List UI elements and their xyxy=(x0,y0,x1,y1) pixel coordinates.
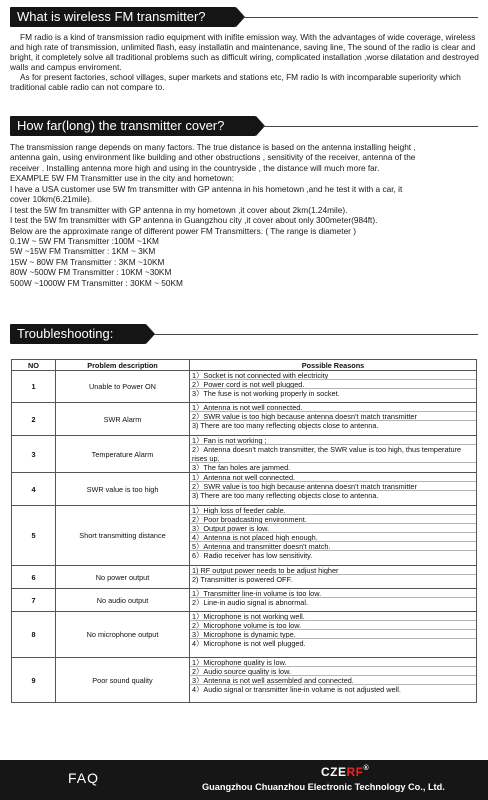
intro-paragraph xyxy=(10,32,480,92)
coverage-line: Below are the approximate range of different power FM Transmitters. ( The range is diameter ) xyxy=(10,225,357,236)
problem-description: SWR value is too high xyxy=(56,473,190,506)
reason-item: 1）Antenna is not well connected. xyxy=(190,403,476,412)
header-problem: Problem description xyxy=(56,360,190,371)
intro-text-2: As for present factories, school villages, super markets and stations etc, FM radio Is with incomparable superiority which traditional cable radio can not compare to. xyxy=(10,72,461,92)
reason-item: 3）Microphone is dynamic type. xyxy=(190,630,476,639)
reason-item: 2）Line-in audio signal is abnormal. xyxy=(192,598,309,607)
reason-item: 5）Antenna and transmitter doesn't match. xyxy=(190,542,476,551)
row-number: 4 xyxy=(12,473,56,506)
table-row xyxy=(12,403,477,436)
row-number: 3 xyxy=(12,436,56,473)
section-divider xyxy=(243,17,478,18)
coverage-line: The transmission range depends on many factors. The true distance is based on the antenna installing height , xyxy=(10,142,416,152)
reason-item: 1) RF output power needs to be adjust higher xyxy=(190,566,476,575)
possible-reasons xyxy=(190,403,477,436)
table-row xyxy=(12,658,477,703)
possible-reasons xyxy=(190,506,477,566)
section-divider xyxy=(263,126,478,127)
reason-item: 2）Microphone volume is too low. xyxy=(190,621,476,630)
coverage-line: cover 10km(6.21mile). xyxy=(10,194,93,205)
reason-item: 1）High loss of feeder cable. xyxy=(190,506,476,515)
possible-reasons xyxy=(190,436,477,473)
coverage-line: 500W ~1000W FM Transmitter : 30KM ~ 50KM xyxy=(10,277,183,288)
reason-item: 4）Audio signal or transmitter line-in volume is not adjusted well. xyxy=(192,685,401,694)
table-row xyxy=(12,589,477,612)
reason-item: 3）Antenna is not well assembled and connected. xyxy=(190,676,476,685)
coverage-line: 0.1W ~ 5W FM Transmitter :100M ~1KM xyxy=(10,235,159,246)
header-no: NO xyxy=(12,360,56,371)
intro-text-1: FM radio is a kind of transmission radio equipment with inifite emission way. With the advantages of wide coverage, wireless and high rate of transmission, unlimited flash, easy installatin and maintenance, saving line, The sound of the radio is clear and bright, it completely solve all traditional problems such as difficult wiring, complicated installation ,worse dilatation and destroyed walls and campus enviroment. xyxy=(10,32,479,72)
reason-item: 2）Antenna doesn't match transmitter, the SWR value is too high, thus temperature rises up. xyxy=(190,445,476,463)
row-number: 9 xyxy=(12,658,56,703)
coverage-line: EXAMPLE 5W FM Transmitter use in the city and hometown: xyxy=(10,173,235,184)
problem-description: Temperature Alarm xyxy=(56,436,190,473)
coverage-line: I test the 5W fm transmitter with GP antenna in my hometown ,it cover about 2km(1.24mile). xyxy=(10,204,348,215)
footer-bar xyxy=(0,760,488,800)
possible-reasons xyxy=(190,371,477,403)
reason-item: 3）Output power is low. xyxy=(190,524,476,533)
section-title-what-is: What is wireless FM transmitter? xyxy=(10,7,236,27)
problem-description: No power output xyxy=(56,566,190,589)
table-row xyxy=(12,566,477,589)
possible-reasons xyxy=(190,612,477,658)
reason-item: 3）The fan holes are jammed. xyxy=(192,463,291,472)
problem-description: No microphone output xyxy=(56,612,190,658)
section-title-coverage: How far(long) the transmitter cover? xyxy=(10,116,256,136)
problem-description: Unable to Power ON xyxy=(56,371,190,403)
reason-item: 4）Microphone is not well plugged. xyxy=(192,639,306,648)
table-header-row xyxy=(12,360,477,371)
reason-item: 1）Transmitter line-in volume is too low. xyxy=(190,589,476,598)
problem-description: Short transmitting distance xyxy=(56,506,190,566)
brand-logo: CZERF® xyxy=(321,765,370,779)
table-row xyxy=(12,473,477,506)
possible-reasons xyxy=(190,473,477,506)
reason-item: 3) There are too many reflecting objects close to antenna. xyxy=(192,491,379,500)
coverage-line: 5W ~15W FM Transmitter : 1KM ~ 3KM xyxy=(10,246,156,257)
problem-description: SWR Alarm xyxy=(56,403,190,436)
coverage-line: I have a USA customer use 5W fm transmitter with GP antenna in his hometown ,and he test it with a car, it xyxy=(10,183,403,194)
reason-item: 1）Antenna not well connected. xyxy=(190,473,476,482)
reason-item: 1）Socket is not connected with electricity xyxy=(190,371,476,380)
reason-item: 3）The fuse is not working properly in socket. xyxy=(192,389,340,398)
possible-reasons xyxy=(190,658,477,703)
possible-reasons xyxy=(190,566,477,589)
coverage-text xyxy=(10,142,484,288)
reason-item: 6）Radio receiver has low sensitivity. xyxy=(192,551,313,560)
row-number: 6 xyxy=(12,566,56,589)
reason-item: 2）Audio source quality is low. xyxy=(190,667,476,676)
coverage-line: 80W ~500W FM Transmitter : 10KM ~30KM xyxy=(10,267,172,278)
reason-item: 2）Power cord is not well plugged. xyxy=(190,380,476,389)
troubleshooting-table xyxy=(11,359,477,703)
reason-item: 1）Fan is not working ; xyxy=(190,436,476,445)
row-number: 7 xyxy=(12,589,56,612)
reason-item: 3) There are too many reflecting objects close to antenna. xyxy=(192,421,379,430)
table-row xyxy=(12,506,477,566)
reason-item: 1）Microphone is not working well. xyxy=(190,612,476,621)
company-name: Guangzhou Chuanzhou Electronic Technology Co., Ltd. xyxy=(202,782,445,792)
coverage-line: receiver . Installing antenna more high and using in the countryside , the distance will much more far. xyxy=(10,162,380,173)
problem-description: No audio output xyxy=(56,589,190,612)
coverage-line: antenna gain, using environment like building and other obstructions , sensitivity of the receiver, antenna of the xyxy=(10,152,416,163)
section-divider xyxy=(154,334,478,335)
reason-item: 2）Poor broadcasting environment. xyxy=(190,515,476,524)
coverage-line: 15W ~ 80W FM Transmitter : 3KM ~10KM xyxy=(10,256,165,267)
reason-item: 1）Microphone quality is low. xyxy=(190,658,476,667)
row-number: 5 xyxy=(12,506,56,566)
row-number: 1 xyxy=(12,371,56,403)
table-row xyxy=(12,612,477,658)
reason-item: 2）SWR value is too high because antenna doesn't match transmitter xyxy=(190,482,476,491)
row-number: 2 xyxy=(12,403,56,436)
reason-item: 4）Antenna is not placed high enough. xyxy=(190,533,476,542)
coverage-line: I test the 5W fm transmitter with GP antenna in Guangzhou city ,it cover about only 300meter(984ft). xyxy=(10,215,378,226)
problem-description: Poor sound quality xyxy=(56,658,190,703)
reason-item: 2) Transmitter is powered OFF. xyxy=(192,575,293,584)
table-row xyxy=(12,371,477,403)
section-title-troubleshooting: Troubleshooting: xyxy=(10,324,146,344)
possible-reasons xyxy=(190,589,477,612)
row-number: 8 xyxy=(12,612,56,658)
header-reasons: Possible Reasons xyxy=(190,360,477,371)
reason-item: 2）SWR value is too high because antenna doesn't match transmitter xyxy=(190,412,476,421)
faq-label: FAQ xyxy=(68,770,100,786)
table-row xyxy=(12,436,477,473)
